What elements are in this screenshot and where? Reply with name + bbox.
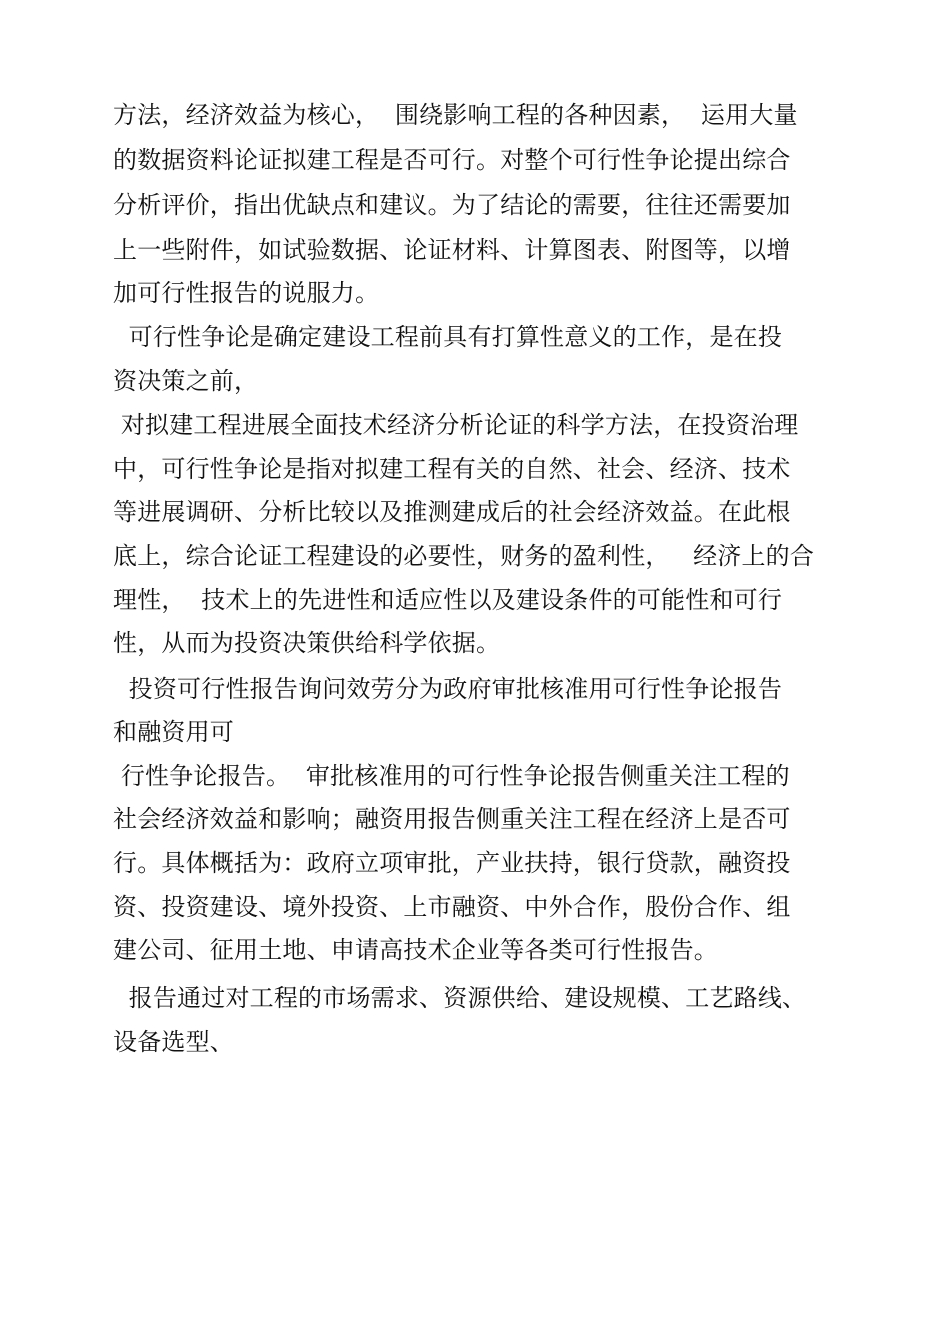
text-line: 中，可行性争论是指对拟建工程有关的自然、社会、经济、技术	[113, 455, 791, 483]
text-line: 底上，综合论证工程建设的必要性，财务的盈利性， 经济上的合	[113, 542, 815, 570]
text-line: 方法，经济效益为核心， 围绕影响工程的各种因素， 运用大量	[113, 101, 798, 129]
text-line: 设备选型、	[113, 1028, 234, 1056]
text-line: 等进展调研、分析比较以及推测建成后的社会经济效益。在此根	[113, 498, 791, 526]
text-line: 的数据资料论证拟建工程是否可行。对整个可行性争论提出综合	[113, 146, 791, 174]
text-line: 上一些附件，如试验数据、论证材料、计算图表、附图等，以增	[113, 236, 791, 264]
text-line: 社会经济效益和影响；融资用报告侧重关注工程在经济上是否可	[113, 805, 791, 833]
text-line: 和融资用可	[113, 718, 234, 746]
text-line: 投资可行性报告询问效劳分为政府审批核准用可行性争论报告	[113, 675, 783, 703]
text-line: 行。具体概括为：政府立项审批，产业扶持，银行贷款，融资投	[113, 849, 791, 877]
text-line: 可行性争论是确定建设工程前具有打算性意义的工作，是在投	[113, 323, 783, 351]
text-line: 性，从而为投资决策供给科学依据。	[113, 629, 501, 657]
text-line: 行性争论报告。 审批核准用的可行性争论报告侧重关注工程的	[113, 762, 790, 790]
text-line: 理性， 技术上的先进性和适应性以及建设条件的可能性和可行	[113, 586, 783, 614]
text-line: 资、投资建设、境外投资、上市融资、中外合作，股份合作、组	[113, 893, 791, 921]
text-line: 资决策之前，	[113, 367, 259, 395]
text-line: 分析评价，指出优缺点和建议。为了结论的需要，往往还需要加	[113, 191, 791, 219]
text-line: 加可行性报告的说服力。	[113, 279, 380, 307]
text-line: 报告通过对工程的市场需求、资源供给、建设规模、工艺路线、	[113, 984, 807, 1012]
text-line: 对拟建工程进展全面技术经济分析论证的科学方法，在投资治理	[113, 411, 799, 439]
text-line: 建公司、征用土地、申请高技术企业等各类可行性报告。	[113, 936, 718, 964]
